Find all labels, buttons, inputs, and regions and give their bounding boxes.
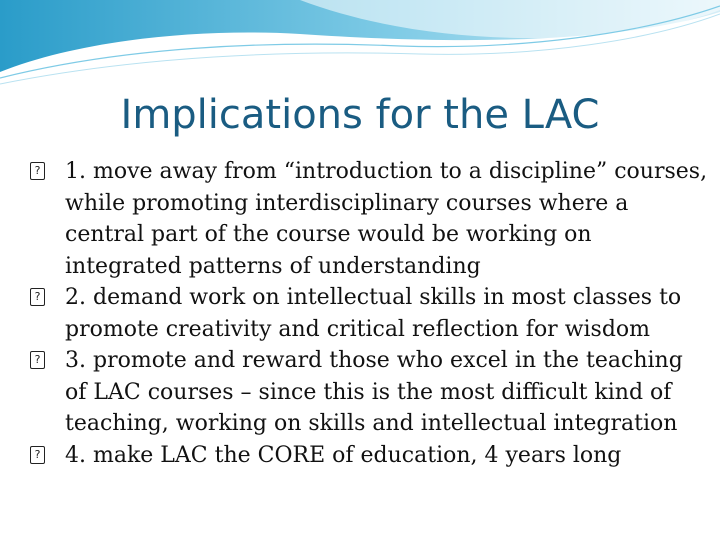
bullet-marker-icon: ? (30, 351, 45, 369)
bullet-item (30, 440, 710, 472)
bullet-text: 2. demand work on intellectual skills in most classes to promote creativity and critical reflection for wisdom (65, 285, 682, 342)
bullet-text: 3. promote and reward those who excel in the teaching of LAC courses – since this is the most difficult kind of teaching, working on skills and intellectual integration (65, 348, 683, 436)
bullet-marker-icon: ? (30, 162, 45, 180)
bullet-text: 1. move away from “introduction to a discipline” courses, while promoting interdisciplinary courses where a central part of the course would be working on integrated patterns of understanding (65, 159, 708, 279)
bullet-item (30, 156, 710, 282)
header-wave-banner (0, 0, 720, 90)
bullet-text: 4. make LAC the CORE of education, 4 years long (65, 442, 622, 468)
bullet-list (30, 156, 710, 471)
bullet-marker-icon: ? (30, 288, 45, 306)
slide-title: Implications for the LAC (120, 92, 600, 138)
bullet-marker-icon: ? (30, 446, 45, 464)
bullet-item (30, 282, 710, 345)
bullet-item (30, 345, 710, 440)
